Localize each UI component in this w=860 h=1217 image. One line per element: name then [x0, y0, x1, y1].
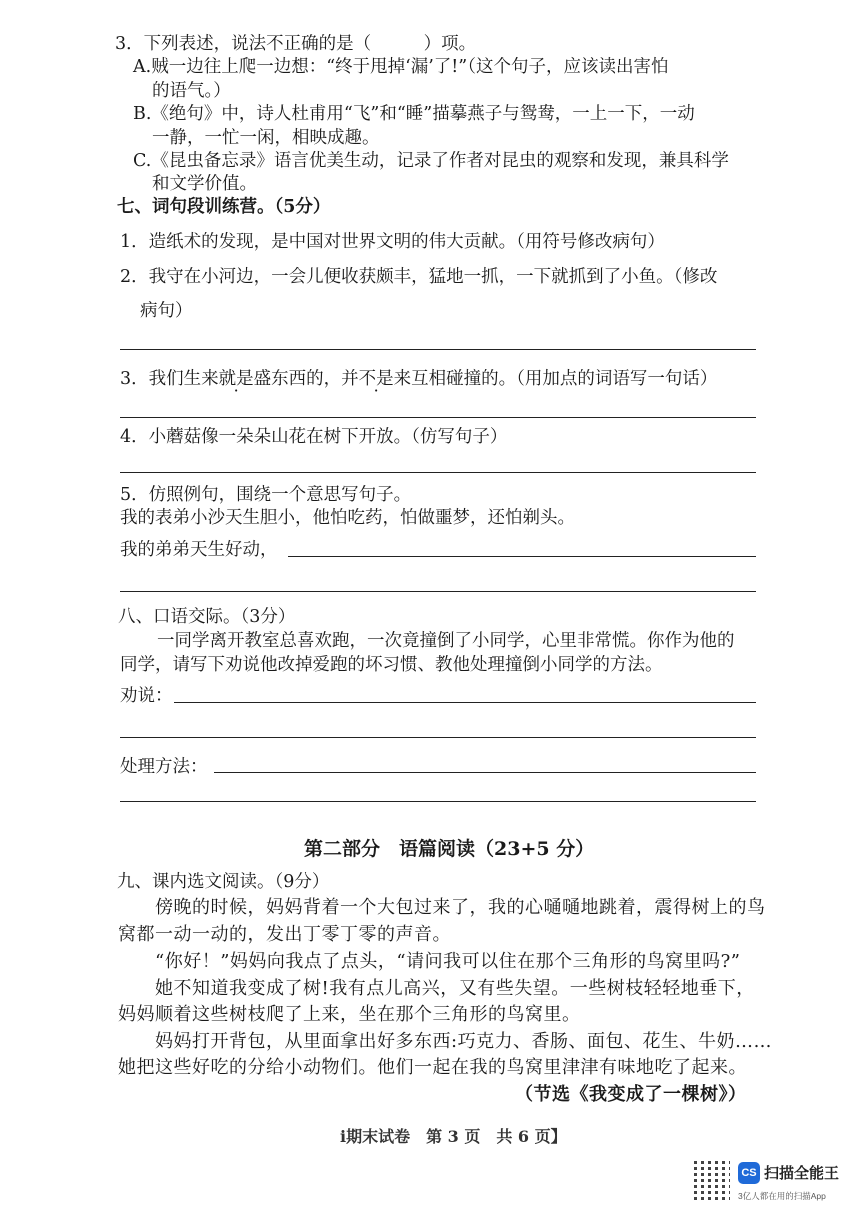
page-footer: i期末试卷 第 3 页 共 6 页】 — [340, 1127, 567, 1146]
sec7-q5-answer-line2[interactable] — [120, 591, 756, 592]
camscanner-tagline: 3亿人都在用的扫描App — [738, 1191, 826, 1201]
sec9-passage-line3: “你好！”妈妈向我点了点头，“请问我可以住在那个三角形的鸟窝里吗?” — [155, 951, 741, 972]
section8-title: 八、口语交际。（3分） — [118, 607, 296, 627]
q3-text-post: 来互相碰撞的。（用加点的词语写一句话） — [393, 369, 718, 389]
sec9-passage-line5: 妈妈顺着这些树枝爬了上来，坐在那个三角形的鸟窝里。 — [118, 1004, 581, 1025]
q3-stem: 3．下列表述，说法不正确的是（ ）项。 — [115, 34, 477, 54]
part2-heading: 第二部分 语篇阅读（23+5 分） — [304, 838, 595, 860]
q3-option-b-line1: B.《绝句》中，诗人杜甫用“飞”和“睡”描摹燕子与鸳鸯，一上一下，一动 — [133, 104, 695, 124]
sec7-q5-answer-line1[interactable] — [288, 556, 756, 557]
sec7-q5-prompt: 我的弟弟天生好动， — [120, 540, 278, 560]
sec7-q1: 1．造纸术的发现，是中国对世界文明的伟大贡献。（用符号修改病句） — [120, 232, 665, 252]
sec8-method-label: 处理方法： — [120, 757, 208, 777]
q3-option-b-line2: 一静，一忙一闲，相映成趣。 — [152, 128, 380, 148]
section9-title: 九、课内选文阅读。（9分） — [117, 872, 330, 892]
sec9-passage-line1: 傍晚的时候，妈妈背着一个大包过来了，我的心嗵嗵地跳着，震得树上的鸟 — [155, 897, 766, 918]
sec8-prompt-line1: 一同学离开教室总喜欢跑，一次竟撞倒了小同学，心里非常慌。你作为他的 — [157, 631, 735, 651]
q3-emphasis-2: 不是 — [358, 369, 394, 389]
q3-text-pre: 3．我们生来 — [120, 369, 219, 389]
q3-option-a-line2: 的语气。） — [152, 81, 231, 101]
sec7-q2-answer-line[interactable] — [120, 349, 756, 350]
sec9-passage-line4: 她不知道我变成了树!我有点儿高兴，又有些失望。一些树枝轻轻地垂下， — [155, 978, 755, 999]
sec7-q4: 4．小蘑菇像一朵朵山花在树下开放。（仿写句子） — [120, 427, 508, 447]
sec8-prompt-line2: 同学，请写下劝说他改掉爱跑的坏习惯、教他处理撞倒小同学的方法。 — [120, 655, 663, 675]
camscanner-name: 扫描全能王 — [764, 1165, 840, 1182]
sec7-q5: 5．仿照例句，围绕一个意思写句子。 — [120, 485, 412, 505]
sec7-q4-answer-line[interactable] — [120, 472, 756, 473]
sec7-q3-answer-line[interactable] — [120, 417, 756, 418]
sec8-persuade-label: 劝说： — [120, 686, 173, 706]
sec7-q5-example: 我的表弟小沙天生胆小，他怕吃药，怕做噩梦，还怕剃头。 — [120, 508, 575, 528]
sec9-passage-line2: 窝都一动一动的，发出丁零丁零的声音。 — [118, 924, 451, 945]
sec9-passage-line7: 她把这些好吃的分给小动物们。他们一起在我的鸟窝里津津有味地吃了起来。 — [118, 1057, 747, 1078]
q3-option-c-line1: C.《昆虫备忘录》语言优美生动，记录了作者对昆虫的观察和发现，兼具科学 — [133, 151, 729, 171]
q3-option-c-line2: 和文学价值。 — [152, 174, 257, 194]
sec7-q3 — [120, 368, 717, 390]
q3-option-a-line1: A.贼一边往上爬一边想：“终于甩掉‘漏’了!”（这个句子，应该读出害怕 — [133, 57, 669, 77]
sec8-method-answer-line2[interactable] — [120, 801, 756, 802]
sec9-passage-line6: 妈妈打开背包，从里面拿出好多东西:巧克力、香肠、面包、花生、牛奶…… — [155, 1031, 773, 1052]
section7-title: 七、词句段训练营。（5分） — [117, 197, 331, 217]
q3-emphasis-1: 就是 — [218, 369, 254, 389]
q3-text-mid: 盛东西的，并 — [253, 369, 359, 389]
sec8-persuade-answer-line2[interactable] — [120, 737, 756, 738]
qr-code-icon — [690, 1160, 730, 1200]
camscanner-logo: CS — [738, 1162, 760, 1184]
sec8-persuade-answer-line1[interactable] — [174, 702, 756, 703]
sec7-q2-line1: 2．我守在小河边，一会儿便收获颇丰，猛地一抓，一下就抓到了小鱼。（修改 — [120, 267, 718, 287]
sec8-method-answer-line1[interactable] — [214, 772, 756, 773]
sec9-source: （节选《我变成了一棵树》） — [515, 1084, 747, 1105]
sec7-q2-line2: 病句） — [140, 301, 193, 321]
